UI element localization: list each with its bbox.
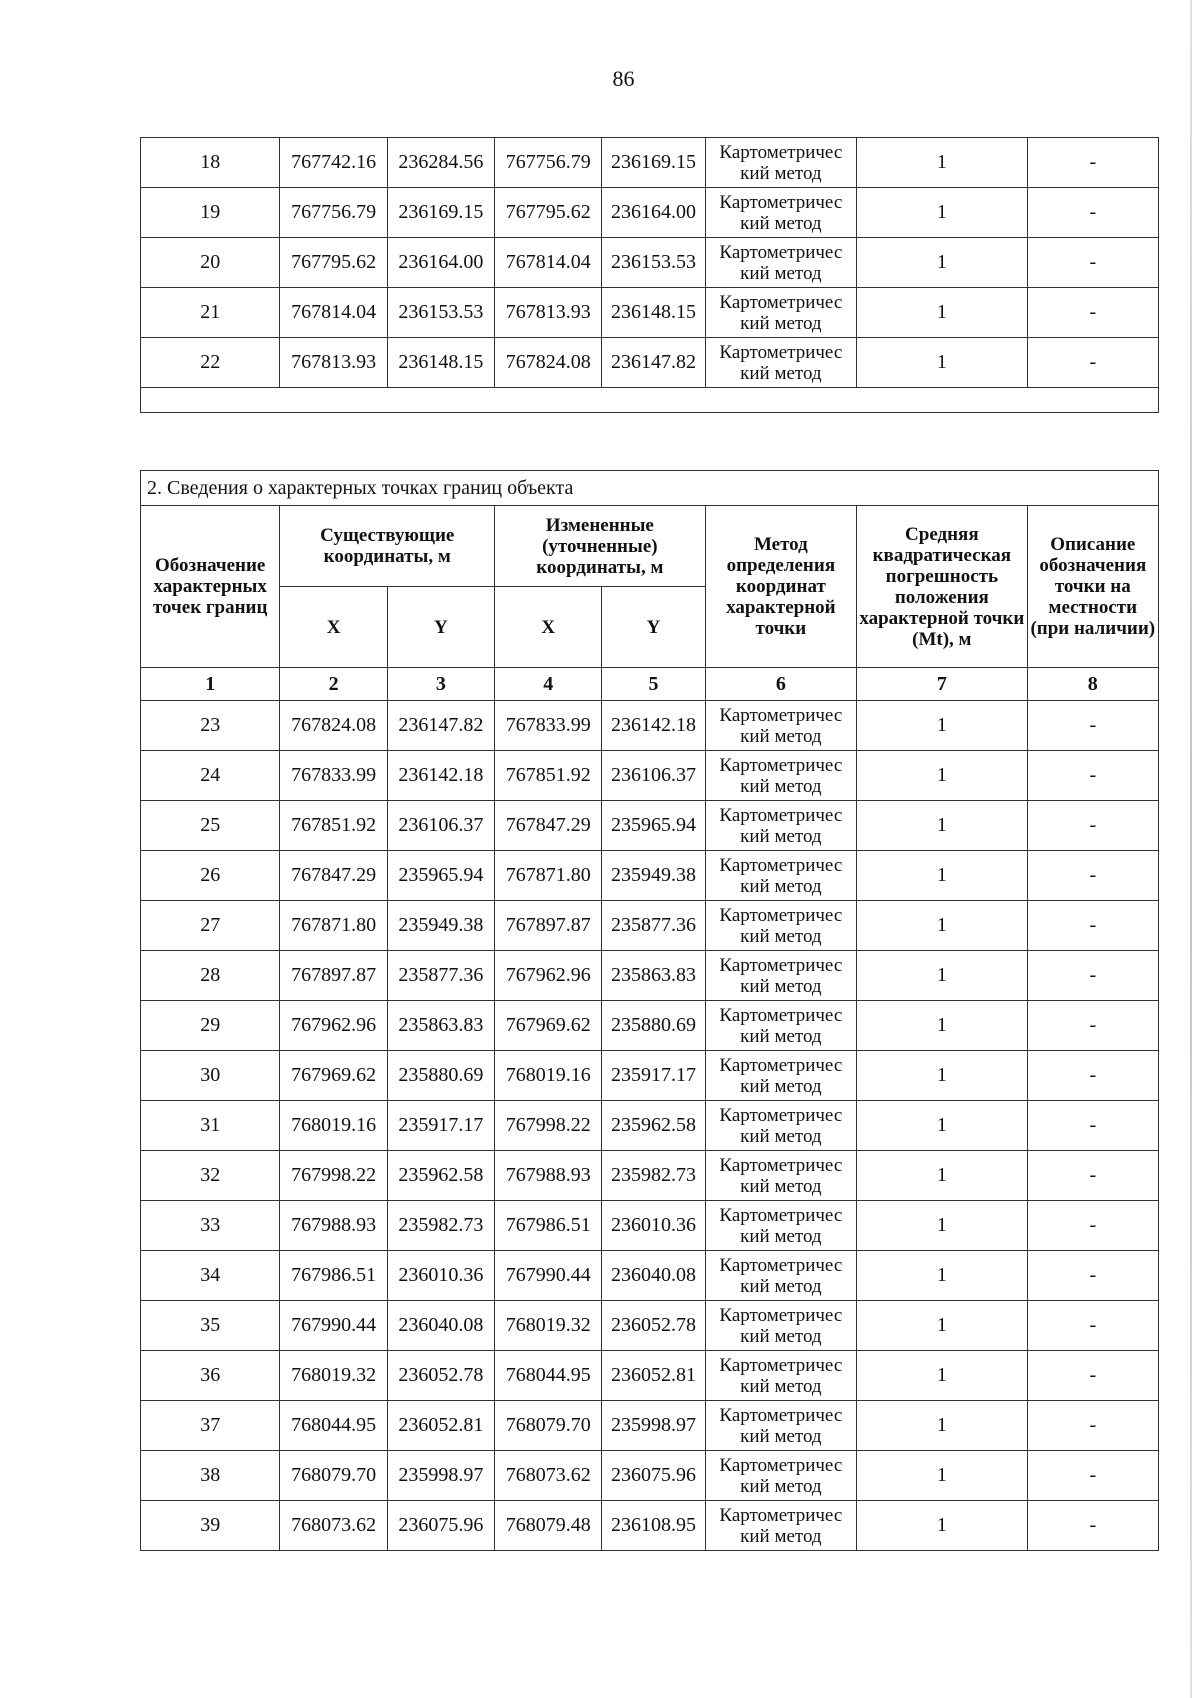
description-cell: -: [1027, 338, 1158, 388]
method-line-1: Картометричес: [719, 854, 843, 876]
changed-y-cell: 236075.96: [602, 1451, 705, 1501]
table-row: [141, 1351, 1159, 1401]
mt-cell: 1: [857, 951, 1028, 1001]
existing-y-cell: 236153.53: [387, 288, 494, 338]
method-line-1: Картометричес: [719, 341, 843, 363]
method-line-1: Картометричес: [719, 1054, 843, 1076]
changed-x-cell: 767833.99: [495, 701, 602, 751]
changed-y-cell: 236052.81: [602, 1351, 705, 1401]
table-row: [141, 1001, 1159, 1051]
existing-x-cell: 767851.92: [280, 801, 387, 851]
existing-x-cell: 767990.44: [280, 1301, 387, 1351]
method-cell: [705, 901, 856, 951]
existing-y-cell: 236142.18: [387, 751, 494, 801]
existing-x-cell: 767814.04: [280, 288, 387, 338]
description-cell: -: [1027, 1251, 1158, 1301]
existing-x-cell: 768019.32: [280, 1351, 387, 1401]
point-number-cell: 20: [141, 238, 280, 288]
table-row: [141, 1451, 1159, 1501]
existing-y-cell: 236147.82: [387, 701, 494, 751]
existing-y-cell: 236052.78: [387, 1351, 494, 1401]
table-row: [141, 901, 1159, 951]
existing-y-cell: 236284.56: [387, 138, 494, 188]
mt-cell: 1: [857, 288, 1028, 338]
method-cell: [705, 1001, 856, 1051]
changed-y-cell: 235998.97: [602, 1401, 705, 1451]
existing-x-cell: 767897.87: [280, 951, 387, 1001]
existing-y-cell: 236106.37: [387, 801, 494, 851]
coordinates-table-continued-body: [141, 138, 1159, 388]
existing-x-cell: 768044.95: [280, 1401, 387, 1451]
mt-cell: 1: [857, 1151, 1028, 1201]
changed-y-cell: 235863.83: [602, 951, 705, 1001]
method-line-1: Картометричес: [719, 1004, 843, 1026]
method-line-2: кий метод: [740, 925, 822, 947]
point-number-cell: 26: [141, 851, 280, 901]
table-row: [141, 851, 1159, 901]
column-number-3: 3: [387, 668, 494, 701]
mt-cell: 1: [857, 801, 1028, 851]
header-description: Описание обозначения точки на местности (при наличии): [1027, 506, 1158, 668]
method-line-2: кий метод: [740, 262, 822, 284]
description-cell: -: [1027, 701, 1158, 751]
method-line-1: Картометричес: [719, 1304, 843, 1326]
changed-x-cell: 768073.62: [495, 1451, 602, 1501]
method-line-1: Картометричес: [719, 904, 843, 926]
mt-cell: 1: [857, 701, 1028, 751]
column-number-2: 2: [280, 668, 387, 701]
method-cell: [705, 238, 856, 288]
description-cell: -: [1027, 1351, 1158, 1401]
point-number-cell: 32: [141, 1151, 280, 1201]
point-number-cell: 27: [141, 901, 280, 951]
method-line-1: Картометричес: [719, 804, 843, 826]
existing-y-cell: 236164.00: [387, 238, 494, 288]
changed-x-cell: 768079.70: [495, 1401, 602, 1451]
description-cell: -: [1027, 1001, 1158, 1051]
description-cell: -: [1027, 1101, 1158, 1151]
point-number-cell: 30: [141, 1051, 280, 1101]
changed-x-cell: 767851.92: [495, 751, 602, 801]
changed-y-cell: 236106.37: [602, 751, 705, 801]
method-line-2: кий метод: [740, 1275, 822, 1297]
method-cell: [705, 1501, 856, 1551]
table-row: [141, 338, 1159, 388]
description-cell: -: [1027, 1051, 1158, 1101]
table-row: [141, 1401, 1159, 1451]
method-line-1: Картометричес: [719, 1254, 843, 1276]
existing-x-cell: 767795.62: [280, 238, 387, 288]
point-number-cell: 38: [141, 1451, 280, 1501]
method-cell: [705, 338, 856, 388]
changed-x-cell: 767871.80: [495, 851, 602, 901]
point-number-cell: 25: [141, 801, 280, 851]
changed-y-cell: 235982.73: [602, 1151, 705, 1201]
existing-x-cell: 767847.29: [280, 851, 387, 901]
header-changed-coordinates: Измененные (уточненные) координаты, м: [495, 506, 706, 587]
description-cell: -: [1027, 188, 1158, 238]
existing-y-cell: 235917.17: [387, 1101, 494, 1151]
point-number-cell: 36: [141, 1351, 280, 1401]
column-number-8: 8: [1027, 668, 1158, 701]
method-cell: [705, 1351, 856, 1401]
changed-x-cell: 767824.08: [495, 338, 602, 388]
mt-cell: 1: [857, 1301, 1028, 1351]
changed-y-cell: 236142.18: [602, 701, 705, 751]
boundary-points-table-body: [141, 701, 1159, 1551]
method-cell: [705, 288, 856, 338]
changed-x-cell: 767756.79: [495, 138, 602, 188]
table-row: [141, 188, 1159, 238]
existing-x-cell: 768019.16: [280, 1101, 387, 1151]
point-number-cell: 18: [141, 138, 280, 188]
header-changed-y: Y: [602, 587, 705, 668]
table-row: [141, 1301, 1159, 1351]
changed-y-cell: 236153.53: [602, 238, 705, 288]
column-number-1: 1: [141, 668, 280, 701]
existing-y-cell: 236075.96: [387, 1501, 494, 1551]
method-line-2: кий метод: [740, 1375, 822, 1397]
changed-y-cell: 235877.36: [602, 901, 705, 951]
point-number-cell: 39: [141, 1501, 280, 1551]
section-title: 2. Сведения о характерных точках границ объекта: [141, 471, 1159, 506]
table-row: [141, 1251, 1159, 1301]
point-number-cell: 31: [141, 1101, 280, 1151]
method-cell: [705, 951, 856, 1001]
description-cell: -: [1027, 1501, 1158, 1551]
mt-cell: 1: [857, 338, 1028, 388]
description-cell: -: [1027, 1301, 1158, 1351]
description-cell: -: [1027, 1451, 1158, 1501]
existing-x-cell: 768073.62: [280, 1501, 387, 1551]
mt-cell: 1: [857, 1201, 1028, 1251]
changed-y-cell: 235965.94: [602, 801, 705, 851]
method-line-1: Картометричес: [719, 291, 843, 313]
changed-x-cell: 767990.44: [495, 1251, 602, 1301]
description-cell: -: [1027, 238, 1158, 288]
mt-cell: 1: [857, 1101, 1028, 1151]
column-number-5: 5: [602, 668, 705, 701]
description-cell: -: [1027, 1201, 1158, 1251]
method-cell: [705, 1151, 856, 1201]
existing-x-cell: 767833.99: [280, 751, 387, 801]
mt-cell: 1: [857, 188, 1028, 238]
mt-cell: 1: [857, 1401, 1028, 1451]
method-line-1: Картометричес: [719, 141, 843, 163]
description-cell: -: [1027, 901, 1158, 951]
method-line-2: кий метод: [740, 975, 822, 997]
method-line-2: кий метод: [740, 1525, 822, 1547]
point-number-cell: 21: [141, 288, 280, 338]
mt-cell: 1: [857, 1051, 1028, 1101]
method-cell: [705, 701, 856, 751]
existing-x-cell: 767824.08: [280, 701, 387, 751]
point-number-cell: 22: [141, 338, 280, 388]
header-designation: Обозначение характерных точек границ: [141, 506, 280, 668]
existing-x-cell: 767998.22: [280, 1151, 387, 1201]
method-line-1: Картометричес: [719, 191, 843, 213]
method-line-2: кий метод: [740, 725, 822, 747]
changed-x-cell: 767998.22: [495, 1101, 602, 1151]
boundary-points-table: [140, 470, 1159, 1551]
method-cell: [705, 138, 856, 188]
changed-y-cell: 235949.38: [602, 851, 705, 901]
description-cell: -: [1027, 851, 1158, 901]
point-number-cell: 28: [141, 951, 280, 1001]
method-cell: [705, 751, 856, 801]
table-row: [141, 1051, 1159, 1101]
existing-y-cell: 235982.73: [387, 1201, 494, 1251]
table-row: [141, 138, 1159, 188]
point-number-cell: 33: [141, 1201, 280, 1251]
header-existing-coordinates: Существующие координаты, м: [280, 506, 495, 587]
point-number-cell: 29: [141, 1001, 280, 1051]
changed-x-cell: 767795.62: [495, 188, 602, 238]
method-line-2: кий метод: [740, 825, 822, 847]
description-cell: -: [1027, 751, 1158, 801]
header-existing-x: X: [280, 587, 387, 668]
description-cell: -: [1027, 288, 1158, 338]
existing-x-cell: 767742.16: [280, 138, 387, 188]
method-line-1: Картометричес: [719, 1154, 843, 1176]
point-number-cell: 34: [141, 1251, 280, 1301]
method-line-2: кий метод: [740, 1125, 822, 1147]
existing-y-cell: 235880.69: [387, 1051, 494, 1101]
existing-x-cell: 767813.93: [280, 338, 387, 388]
changed-x-cell: 767969.62: [495, 1001, 602, 1051]
changed-x-cell: 767814.04: [495, 238, 602, 288]
table-row: [141, 1151, 1159, 1201]
point-number-cell: 19: [141, 188, 280, 238]
mt-cell: 1: [857, 1501, 1028, 1551]
existing-y-cell: 236148.15: [387, 338, 494, 388]
method-line-2: кий метод: [740, 362, 822, 384]
existing-x-cell: 767871.80: [280, 901, 387, 951]
existing-x-cell: 767986.51: [280, 1251, 387, 1301]
header-existing-y: Y: [387, 587, 494, 668]
changed-x-cell: 767988.93: [495, 1151, 602, 1201]
table-row: [141, 1101, 1159, 1151]
description-cell: -: [1027, 1401, 1158, 1451]
changed-x-cell: 767897.87: [495, 901, 602, 951]
existing-x-cell: 767969.62: [280, 1051, 387, 1101]
existing-y-cell: 235877.36: [387, 951, 494, 1001]
changed-y-cell: 236052.78: [602, 1301, 705, 1351]
existing-x-cell: 767962.96: [280, 1001, 387, 1051]
method-line-1: Картометричес: [719, 954, 843, 976]
mt-cell: 1: [857, 901, 1028, 951]
changed-y-cell: 235917.17: [602, 1051, 705, 1101]
scan-edge-shadow: [1190, 0, 1192, 1698]
table-row: [141, 951, 1159, 1001]
point-number-cell: 24: [141, 751, 280, 801]
method-line-2: кий метод: [740, 212, 822, 234]
table-row: [141, 288, 1159, 338]
method-line-1: Картометричес: [719, 754, 843, 776]
coordinates-table-continued: [140, 137, 1159, 413]
changed-x-cell: 768079.48: [495, 1501, 602, 1551]
existing-y-cell: 235962.58: [387, 1151, 494, 1201]
description-cell: -: [1027, 951, 1158, 1001]
changed-y-cell: 235880.69: [602, 1001, 705, 1051]
method-line-2: кий метод: [740, 1425, 822, 1447]
method-line-1: Картометричес: [719, 1504, 843, 1526]
existing-y-cell: 235949.38: [387, 901, 494, 951]
method-line-1: Картометричес: [719, 1204, 843, 1226]
existing-y-cell: 236010.36: [387, 1251, 494, 1301]
mt-cell: 1: [857, 1351, 1028, 1401]
changed-y-cell: 236010.36: [602, 1201, 705, 1251]
mt-cell: 1: [857, 238, 1028, 288]
method-cell: [705, 801, 856, 851]
existing-y-cell: 235863.83: [387, 1001, 494, 1051]
column-number-4: 4: [495, 668, 602, 701]
method-cell: [705, 188, 856, 238]
point-number-cell: 23: [141, 701, 280, 751]
table-row: [141, 1201, 1159, 1251]
table-blank-row: [141, 388, 1159, 413]
existing-y-cell: 235998.97: [387, 1451, 494, 1501]
existing-y-cell: 236040.08: [387, 1301, 494, 1351]
description-cell: -: [1027, 1151, 1158, 1201]
table-row: [141, 238, 1159, 288]
method-line-2: кий метод: [740, 1325, 822, 1347]
changed-x-cell: 767847.29: [495, 801, 602, 851]
changed-x-cell: 768044.95: [495, 1351, 602, 1401]
changed-y-cell: 236148.15: [602, 288, 705, 338]
existing-y-cell: 235965.94: [387, 851, 494, 901]
existing-x-cell: 768079.70: [280, 1451, 387, 1501]
changed-x-cell: 768019.32: [495, 1301, 602, 1351]
changed-y-cell: 236164.00: [602, 188, 705, 238]
method-cell: [705, 1301, 856, 1351]
method-line-2: кий метод: [740, 875, 822, 897]
method-line-2: кий метод: [740, 1175, 822, 1197]
existing-y-cell: 236169.15: [387, 188, 494, 238]
table-row: [141, 801, 1159, 851]
method-line-1: Картометричес: [719, 1454, 843, 1476]
existing-y-cell: 236052.81: [387, 1401, 494, 1451]
method-line-1: Картометричес: [719, 1404, 843, 1426]
method-line-1: Картометричес: [719, 1104, 843, 1126]
changed-x-cell: 767962.96: [495, 951, 602, 1001]
table-row: [141, 1501, 1159, 1551]
blank-cell: [141, 388, 1159, 413]
column-number-7: 7: [857, 668, 1028, 701]
method-cell: [705, 1101, 856, 1151]
method-line-2: кий метод: [740, 1025, 822, 1047]
method-line-2: кий метод: [740, 1225, 822, 1247]
table-row: [141, 751, 1159, 801]
point-number-cell: 35: [141, 1301, 280, 1351]
method-line-2: кий метод: [740, 162, 822, 184]
mt-cell: 1: [857, 1451, 1028, 1501]
column-number-6: 6: [705, 668, 856, 701]
mt-cell: 1: [857, 1251, 1028, 1301]
changed-x-cell: 768019.16: [495, 1051, 602, 1101]
changed-y-cell: 236169.15: [602, 138, 705, 188]
changed-y-cell: 236147.82: [602, 338, 705, 388]
mt-cell: 1: [857, 138, 1028, 188]
changed-y-cell: 236108.95: [602, 1501, 705, 1551]
mt-cell: 1: [857, 851, 1028, 901]
header-changed-x: X: [495, 587, 602, 668]
changed-y-cell: 236040.08: [602, 1251, 705, 1301]
description-cell: -: [1027, 801, 1158, 851]
table-row: [141, 701, 1159, 751]
existing-x-cell: 767756.79: [280, 188, 387, 238]
changed-x-cell: 767813.93: [495, 288, 602, 338]
method-line-2: кий метод: [740, 775, 822, 797]
mt-cell: 1: [857, 1001, 1028, 1051]
method-line-1: Картометричес: [719, 704, 843, 726]
method-line-2: кий метод: [740, 1075, 822, 1097]
page-number: 86: [612, 66, 635, 91]
changed-x-cell: 767986.51: [495, 1201, 602, 1251]
method-cell: [705, 1451, 856, 1501]
method-cell: [705, 1251, 856, 1301]
method-line-1: Картометричес: [719, 1354, 843, 1376]
method-cell: [705, 851, 856, 901]
point-number-cell: 37: [141, 1401, 280, 1451]
method-line-1: Картометричес: [719, 241, 843, 263]
mt-cell: 1: [857, 751, 1028, 801]
existing-x-cell: 767988.93: [280, 1201, 387, 1251]
header-method: Метод определения координат характерной точки: [705, 506, 856, 668]
changed-y-cell: 235962.58: [602, 1101, 705, 1151]
method-cell: [705, 1201, 856, 1251]
method-cell: [705, 1051, 856, 1101]
method-line-2: кий метод: [740, 1475, 822, 1497]
header-mean-square-error: Средняя квадратическая погрешность положения характерной точки (Mt), м: [857, 506, 1028, 668]
method-line-2: кий метод: [740, 312, 822, 334]
description-cell: -: [1027, 138, 1158, 188]
method-cell: [705, 1401, 856, 1451]
